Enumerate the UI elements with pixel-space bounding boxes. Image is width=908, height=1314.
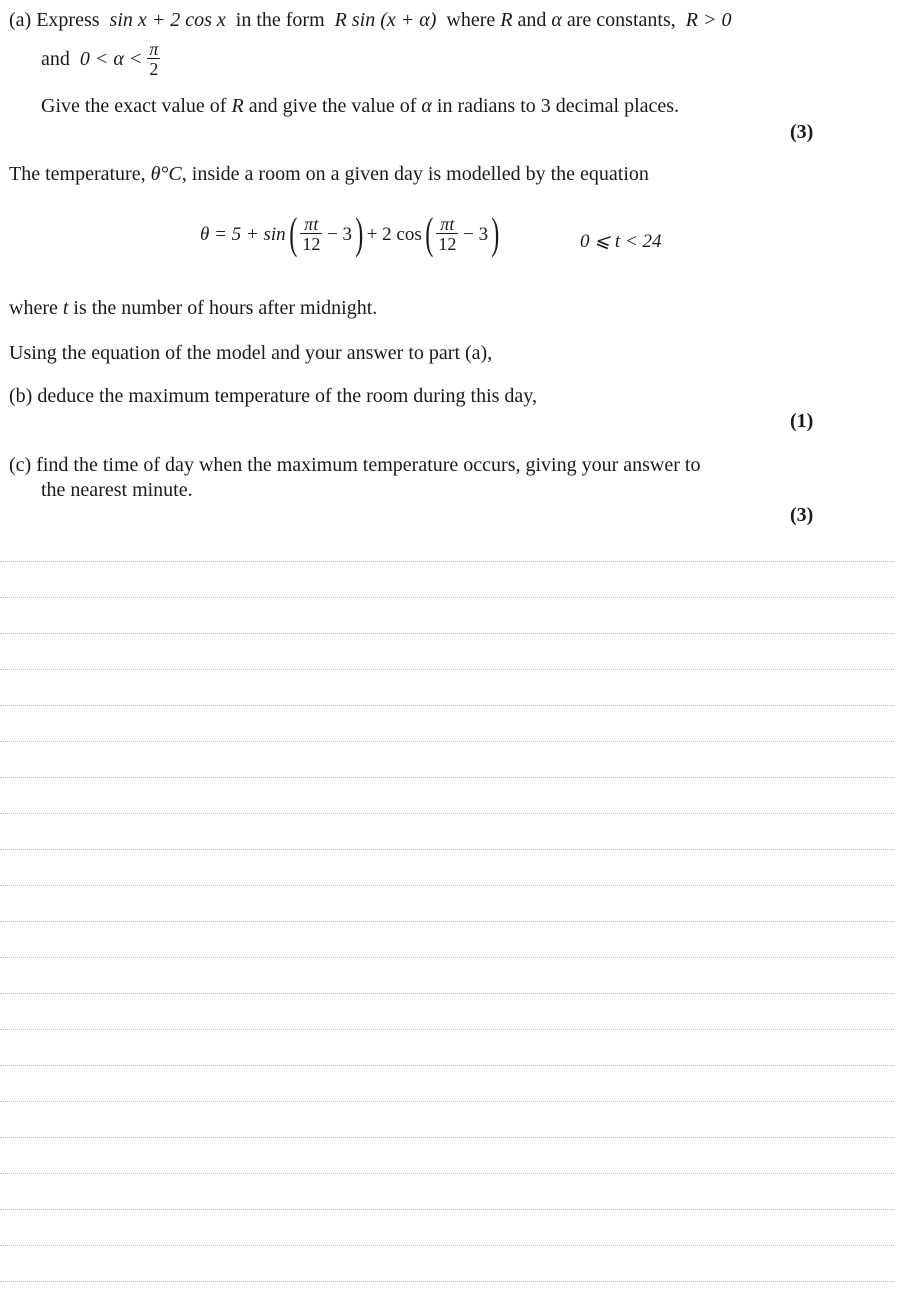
part-a-instruction: Give the exact value of R and give the value of α in radians to 3 decimal places.	[41, 95, 680, 117]
answer-line[interactable]	[0, 561, 894, 562]
model-intro: The temperature, θ°C, inside a room on a given day is modelled by the equation	[9, 163, 649, 185]
equation-domain: 0 ⩽ t < 24	[580, 231, 662, 252]
answer-line[interactable]	[0, 921, 894, 922]
answer-line[interactable]	[0, 849, 894, 850]
answer-line[interactable]	[0, 1281, 894, 1282]
part-b-line: (b) deduce the maximum temperature of the room during this day,	[9, 385, 537, 407]
answer-line[interactable]	[0, 813, 894, 814]
pi-t-over-12-fraction: $\frac{\pi t}{12}$	[302, 214, 321, 254]
condition-alpha: 0 < α <	[79, 48, 143, 70]
answer-line[interactable]	[0, 741, 894, 742]
pi-t-over-12-fraction: $\frac{\pi t}{12}$	[438, 214, 457, 254]
answer-line[interactable]	[0, 1173, 894, 1174]
part-c-line1: (c) find the time of day when the maximum temperature occurs, giving your answer to	[9, 454, 701, 476]
answer-line[interactable]	[0, 1029, 894, 1030]
answer-line[interactable]	[0, 885, 894, 886]
part-c-label: (c)	[9, 454, 32, 476]
part-a-line2: and 0 < α < $\frac{\pi}{2}$	[41, 39, 159, 79]
using-text: Using the equation of the model and your answer to part (a),	[9, 342, 493, 364]
right-paren: )	[355, 209, 364, 258]
part-c-marks: (3)	[790, 504, 814, 526]
pi-over-2-fraction: $\frac{\pi}{2}$	[149, 39, 159, 79]
part-b-marks: (1)	[790, 410, 814, 432]
part-a-line1: (a) Express sin x + 2 cos x in the form R sin (x + α) where R and α are constants, R > 0	[9, 9, 732, 31]
answer-line[interactable]	[0, 669, 894, 670]
answer-line[interactable]	[0, 1245, 894, 1246]
part-c-line2: the nearest minute.	[41, 479, 193, 501]
where-t-text: where t is the number of hours after midnight.	[9, 297, 378, 319]
answer-line[interactable]	[0, 1209, 894, 1210]
answer-line[interactable]	[0, 993, 894, 994]
answer-line[interactable]	[0, 957, 894, 958]
expression-1: sin x + 2 cos x	[109, 9, 226, 31]
answer-line[interactable]	[0, 633, 894, 634]
answer-line[interactable]	[0, 1101, 894, 1102]
part-b-label: (b)	[9, 385, 33, 407]
right-paren: )	[491, 209, 500, 258]
answer-line[interactable]	[0, 777, 894, 778]
condition-r: R > 0	[685, 9, 732, 31]
part-a-label: (a)	[9, 9, 32, 31]
answer-line[interactable]	[0, 1137, 894, 1138]
left-paren: (	[288, 209, 298, 258]
left-paren: (	[425, 209, 434, 258]
expression-2: R sin (x + α)	[334, 9, 437, 31]
part-a-marks: (3)	[790, 121, 814, 143]
answer-line[interactable]	[0, 705, 894, 706]
answer-line[interactable]	[0, 597, 894, 598]
model-equation: θ = 5 + sin ( $\frac{\pi t}{12}$ − 3 ) + 2 cos ( $\frac{\pi t}{12}$ − 3 )	[200, 209, 500, 258]
answer-line[interactable]	[0, 1065, 894, 1066]
